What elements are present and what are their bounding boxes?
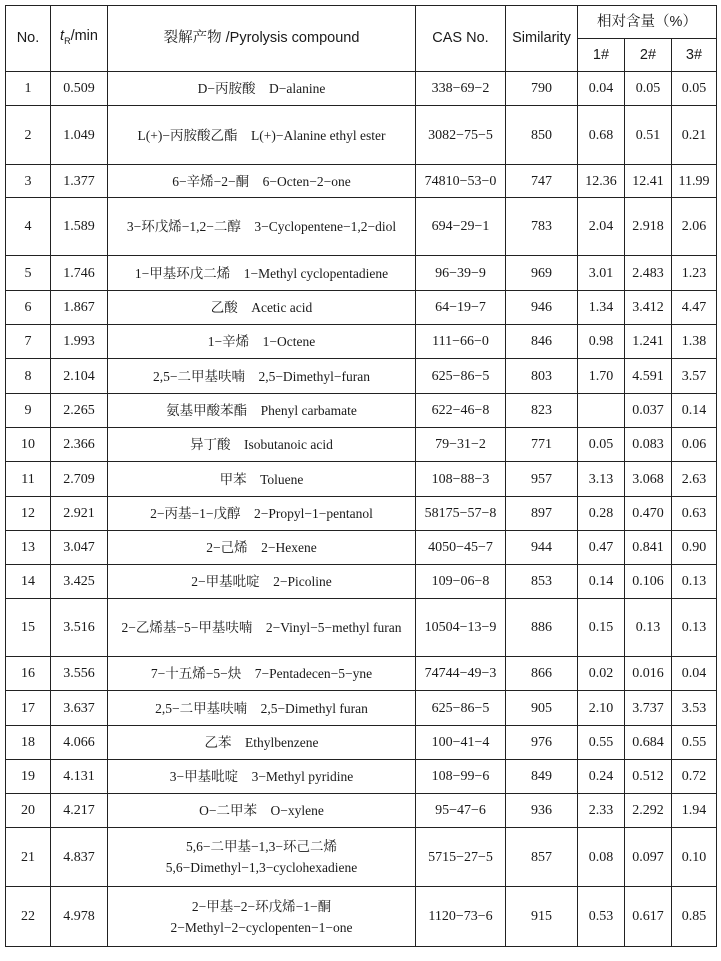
content-sample-2: 0.13 [625, 599, 672, 657]
table-row [6, 726, 717, 760]
table-row [6, 359, 717, 394]
row-number: 6 [6, 291, 51, 325]
similarity: 857 [506, 828, 578, 887]
content-sample-3: 1.38 [672, 325, 717, 359]
table-row [6, 531, 717, 565]
similarity: 905 [506, 691, 578, 726]
content-sample-2: 2.483 [625, 256, 672, 291]
content-sample-2: 12.41 [625, 165, 672, 198]
cas-number: 338−69−2 [416, 72, 506, 106]
cas-number: 3082−75−5 [416, 106, 506, 165]
cas-number: 79−31−2 [416, 428, 506, 462]
content-sample-2: 3.737 [625, 691, 672, 726]
table-body [6, 72, 717, 947]
content-sample-3: 0.14 [672, 394, 717, 428]
compound-name: 乙酸 Acetic acid [108, 291, 416, 325]
table-row [6, 497, 717, 531]
similarity: 944 [506, 531, 578, 565]
retention-time: 4.978 [51, 887, 108, 947]
content-sample-2: 0.037 [625, 394, 672, 428]
row-number: 19 [6, 760, 51, 794]
content-sample-1 [578, 394, 625, 428]
rt-symbol: t [60, 27, 65, 44]
content-sample-1: 3.01 [578, 256, 625, 291]
header-retention-time [51, 6, 108, 72]
table-row [6, 828, 717, 887]
retention-time: 4.837 [51, 828, 108, 887]
content-sample-3: 0.13 [672, 599, 717, 657]
row-number: 13 [6, 531, 51, 565]
content-sample-1: 0.04 [578, 72, 625, 106]
content-sample-3: 11.99 [672, 165, 717, 198]
similarity: 803 [506, 359, 578, 394]
content-sample-1: 0.68 [578, 106, 625, 165]
content-sample-3: 1.94 [672, 794, 717, 828]
content-sample-1: 12.36 [578, 165, 625, 198]
content-sample-1: 0.14 [578, 565, 625, 599]
cas-number: 5715−27−5 [416, 828, 506, 887]
row-number: 8 [6, 359, 51, 394]
similarity: 936 [506, 794, 578, 828]
header-relative-content: 相对含量（%） [578, 6, 717, 39]
cas-number: 74810−53−0 [416, 165, 506, 198]
content-sample-1: 2.33 [578, 794, 625, 828]
retention-time: 3.637 [51, 691, 108, 726]
content-sample-1: 0.24 [578, 760, 625, 794]
compound-name: O−二甲苯 O−xylene [108, 794, 416, 828]
retention-time: 1.049 [51, 106, 108, 165]
retention-time: 2.709 [51, 462, 108, 497]
table-row [6, 428, 717, 462]
content-sample-2: 0.106 [625, 565, 672, 599]
content-sample-2: 1.241 [625, 325, 672, 359]
retention-time: 2.366 [51, 428, 108, 462]
retention-time: 2.104 [51, 359, 108, 394]
content-sample-3: 4.47 [672, 291, 717, 325]
similarity: 747 [506, 165, 578, 198]
content-sample-3: 3.57 [672, 359, 717, 394]
content-sample-3: 0.13 [672, 565, 717, 599]
retention-time: 3.516 [51, 599, 108, 657]
retention-time: 3.425 [51, 565, 108, 599]
content-sample-3: 1.23 [672, 256, 717, 291]
compound-name: 5,6−二甲基−1,3−环己二烯 5,6−Dimethyl−1,3−cyclohexadiene [108, 828, 416, 887]
content-sample-1: 3.13 [578, 462, 625, 497]
similarity: 886 [506, 599, 578, 657]
content-sample-3: 0.04 [672, 657, 717, 691]
similarity: 790 [506, 72, 578, 106]
retention-time: 1.867 [51, 291, 108, 325]
compound-name: 异丁酸 Isobutanoic acid [108, 428, 416, 462]
similarity: 771 [506, 428, 578, 462]
row-number: 11 [6, 462, 51, 497]
row-number: 10 [6, 428, 51, 462]
compound-name: 2−己烯 2−Hexene [108, 531, 416, 565]
retention-time: 4.217 [51, 794, 108, 828]
table-row [6, 165, 717, 198]
retention-time: 0.509 [51, 72, 108, 106]
similarity: 915 [506, 887, 578, 947]
header-similarity: Similarity [506, 6, 578, 72]
content-sample-3: 0.10 [672, 828, 717, 887]
similarity: 976 [506, 726, 578, 760]
content-sample-2: 3.412 [625, 291, 672, 325]
similarity: 969 [506, 256, 578, 291]
compound-name: 1−甲基环戊二烯 1−Methyl cyclopentadiene [108, 256, 416, 291]
table-row [6, 106, 717, 165]
header-sample-2: 2# [625, 39, 672, 72]
row-number: 5 [6, 256, 51, 291]
content-sample-3: 2.06 [672, 198, 717, 256]
cas-number: 4050−45−7 [416, 531, 506, 565]
content-sample-3: 0.72 [672, 760, 717, 794]
cas-number: 10504−13−9 [416, 599, 506, 657]
similarity: 853 [506, 565, 578, 599]
content-sample-3: 2.63 [672, 462, 717, 497]
compound-name: 3−环戊烯−1,2−二醇 3−Cyclopentene−1,2−diol [108, 198, 416, 256]
compound-name: 2,5−二甲基呋喃 2,5−Dimethyl−furan [108, 359, 416, 394]
cas-number: 1120−73−6 [416, 887, 506, 947]
cas-number: 64−19−7 [416, 291, 506, 325]
content-sample-1: 0.47 [578, 531, 625, 565]
content-sample-1: 0.98 [578, 325, 625, 359]
compound-name: 2−丙基−1−戊醇 2−Propyl−1−pentanol [108, 497, 416, 531]
similarity: 849 [506, 760, 578, 794]
compound-name: 乙苯 Ethylbenzene [108, 726, 416, 760]
header-compound: 裂解产物 /Pyrolysis compound [108, 6, 416, 72]
retention-time: 3.047 [51, 531, 108, 565]
compound-name: 3−甲基吡啶 3−Methyl pyridine [108, 760, 416, 794]
content-sample-1: 0.28 [578, 497, 625, 531]
content-sample-1: 1.70 [578, 359, 625, 394]
header-sample-1: 1# [578, 39, 625, 72]
content-sample-2: 0.097 [625, 828, 672, 887]
content-sample-2: 2.292 [625, 794, 672, 828]
compound-name: 2,5−二甲基呋喃 2,5−Dimethyl furan [108, 691, 416, 726]
content-sample-2: 3.068 [625, 462, 672, 497]
retention-time: 4.066 [51, 726, 108, 760]
pyrolysis-compound-table [5, 5, 717, 947]
table-row [6, 394, 717, 428]
table-row [6, 256, 717, 291]
table-row [6, 887, 717, 947]
row-number: 18 [6, 726, 51, 760]
retention-time: 2.265 [51, 394, 108, 428]
row-number: 15 [6, 599, 51, 657]
content-sample-1: 1.34 [578, 291, 625, 325]
cas-number: 625−86−5 [416, 359, 506, 394]
row-number: 9 [6, 394, 51, 428]
compound-name: 7−十五烯−5−炔 7−Pentadecen−5−yne [108, 657, 416, 691]
content-sample-2: 0.016 [625, 657, 672, 691]
row-number: 4 [6, 198, 51, 256]
table-row [6, 198, 717, 256]
similarity: 850 [506, 106, 578, 165]
content-sample-3: 0.63 [672, 497, 717, 531]
content-sample-1: 0.15 [578, 599, 625, 657]
content-sample-2: 4.591 [625, 359, 672, 394]
retention-time: 4.131 [51, 760, 108, 794]
content-sample-2: 0.841 [625, 531, 672, 565]
compound-name: 6−辛烯−2−酮 6−Octen−2−one [108, 165, 416, 198]
cas-number: 58175−57−8 [416, 497, 506, 531]
row-number: 12 [6, 497, 51, 531]
row-number: 14 [6, 565, 51, 599]
retention-time: 1.746 [51, 256, 108, 291]
table-row [6, 794, 717, 828]
compound-name: L(+)−丙胺酸乙酯 L(+)−Alanine ethyl ester [108, 106, 416, 165]
row-number: 2 [6, 106, 51, 165]
cas-number: 100−41−4 [416, 726, 506, 760]
content-sample-2: 2.918 [625, 198, 672, 256]
compound-name: 2−乙烯基−5−甲基呋喃 2−Vinyl−5−methyl furan [108, 599, 416, 657]
compound-name: 1−辛烯 1−Octene [108, 325, 416, 359]
row-number: 22 [6, 887, 51, 947]
content-sample-3: 0.85 [672, 887, 717, 947]
table-row [6, 691, 717, 726]
content-sample-2: 0.51 [625, 106, 672, 165]
row-number: 17 [6, 691, 51, 726]
table-row [6, 291, 717, 325]
table-row [6, 760, 717, 794]
content-sample-2: 0.470 [625, 497, 672, 531]
compound-name: 氨基甲酸苯酯 Phenyl carbamate [108, 394, 416, 428]
content-sample-3: 0.55 [672, 726, 717, 760]
similarity: 846 [506, 325, 578, 359]
rt-unit: /min [70, 27, 98, 44]
row-number: 1 [6, 72, 51, 106]
retention-time: 1.589 [51, 198, 108, 256]
table-row [6, 599, 717, 657]
table-row [6, 325, 717, 359]
cas-number: 108−88−3 [416, 462, 506, 497]
content-sample-2: 0.05 [625, 72, 672, 106]
content-sample-2: 0.083 [625, 428, 672, 462]
content-sample-3: 0.05 [672, 72, 717, 106]
similarity: 957 [506, 462, 578, 497]
content-sample-1: 0.02 [578, 657, 625, 691]
content-sample-2: 0.512 [625, 760, 672, 794]
content-sample-3: 0.90 [672, 531, 717, 565]
cas-number: 109−06−8 [416, 565, 506, 599]
row-number: 16 [6, 657, 51, 691]
row-number: 3 [6, 165, 51, 198]
content-sample-1: 0.55 [578, 726, 625, 760]
content-sample-3: 3.53 [672, 691, 717, 726]
content-sample-1: 0.08 [578, 828, 625, 887]
cas-number: 625−86−5 [416, 691, 506, 726]
cas-number: 694−29−1 [416, 198, 506, 256]
compound-name: 2−甲基吡啶 2−Picoline [108, 565, 416, 599]
header-sample-3: 3# [672, 39, 717, 72]
cas-number: 96−39−9 [416, 256, 506, 291]
retention-time: 1.993 [51, 325, 108, 359]
similarity: 783 [506, 198, 578, 256]
table-row [6, 462, 717, 497]
content-sample-2: 0.684 [625, 726, 672, 760]
similarity: 897 [506, 497, 578, 531]
row-number: 21 [6, 828, 51, 887]
rt-subscript: R [64, 35, 71, 46]
cas-number: 622−46−8 [416, 394, 506, 428]
similarity: 946 [506, 291, 578, 325]
compound-name: D−丙胺酸 D−alanine [108, 72, 416, 106]
content-sample-3: 0.06 [672, 428, 717, 462]
cas-number: 74744−49−3 [416, 657, 506, 691]
content-sample-1: 2.10 [578, 691, 625, 726]
retention-time: 1.377 [51, 165, 108, 198]
content-sample-2: 0.617 [625, 887, 672, 947]
header-cas: CAS No. [416, 6, 506, 72]
cas-number: 108−99−6 [416, 760, 506, 794]
table-row [6, 72, 717, 106]
compound-name: 2−甲基−2−环戊烯−1−酮 2−Methyl−2−cyclopenten−1−one [108, 887, 416, 947]
content-sample-1: 0.53 [578, 887, 625, 947]
retention-time: 2.921 [51, 497, 108, 531]
compound-name: 甲苯 Toluene [108, 462, 416, 497]
content-sample-1: 0.05 [578, 428, 625, 462]
table-row [6, 565, 717, 599]
similarity: 866 [506, 657, 578, 691]
content-sample-3: 0.21 [672, 106, 717, 165]
table-row [6, 657, 717, 691]
similarity: 823 [506, 394, 578, 428]
retention-time: 3.556 [51, 657, 108, 691]
header-no: No. [6, 6, 51, 72]
row-number: 7 [6, 325, 51, 359]
content-sample-1: 2.04 [578, 198, 625, 256]
cas-number: 95−47−6 [416, 794, 506, 828]
cas-number: 111−66−0 [416, 325, 506, 359]
row-number: 20 [6, 794, 51, 828]
